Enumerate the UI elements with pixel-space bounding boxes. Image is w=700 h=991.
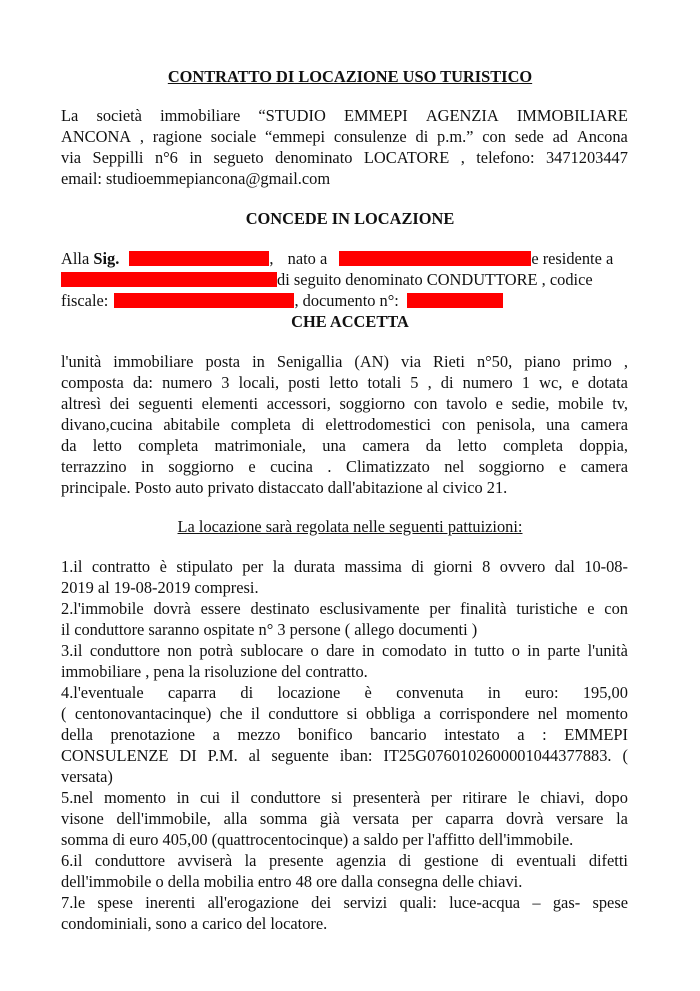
documento-label: , documento n°: xyxy=(294,291,399,310)
word: 7.le xyxy=(61,893,86,912)
word: prenotazione xyxy=(110,725,196,744)
word: primo xyxy=(572,352,612,371)
clause-2-line-1 xyxy=(61,599,628,619)
word: soggiorno xyxy=(339,394,406,413)
clause-4-line-5: versata) xyxy=(61,767,113,786)
word: iban: xyxy=(339,746,373,765)
word: completa xyxy=(138,436,199,455)
word: , xyxy=(427,373,432,392)
word: , xyxy=(460,148,465,167)
word: altresì xyxy=(61,394,102,413)
word: versare xyxy=(556,809,604,828)
word: il xyxy=(230,788,240,807)
word: sublocare xyxy=(240,641,304,660)
clause-2-line-2: il conduttore saranno ospitate n° 3 persone ( allego documenti ) xyxy=(61,620,478,639)
word: penisola, xyxy=(476,415,536,434)
word: e xyxy=(587,599,595,618)
word: 3.il xyxy=(61,641,83,660)
word: con xyxy=(482,127,506,146)
word: da: xyxy=(132,373,153,392)
word: per xyxy=(429,599,451,618)
word: corrispondere xyxy=(439,704,530,723)
intro-line-3 xyxy=(61,148,628,168)
nato-label: nato a xyxy=(287,249,328,268)
word: caparra xyxy=(445,809,494,828)
word: che xyxy=(219,704,243,723)
word: per xyxy=(411,809,433,828)
word: con xyxy=(413,394,438,413)
word: camera xyxy=(362,436,410,455)
word: “emmepi xyxy=(265,127,326,146)
word: divano,cucina xyxy=(61,415,153,434)
word: somma xyxy=(259,809,308,828)
clause-4-line-3 xyxy=(61,725,628,745)
word: agenzia xyxy=(336,851,387,870)
word: via xyxy=(401,352,422,371)
word: e xyxy=(248,457,256,476)
word: “STUDIO xyxy=(258,106,326,125)
word: per xyxy=(242,557,264,576)
word: con xyxy=(441,415,466,434)
word: presenterà xyxy=(352,788,421,807)
word: finalità xyxy=(460,599,507,618)
word: 1 xyxy=(521,373,531,392)
word: è xyxy=(159,557,167,576)
word: composta xyxy=(61,373,124,392)
alla-label: Alla xyxy=(61,249,94,268)
word: seguenti xyxy=(138,394,193,413)
clause-1-line-2: 2019 al 19-08-2019 compresi. xyxy=(61,578,259,597)
word: immobiliare xyxy=(113,352,194,371)
pattuizioni-heading: La locazione sarà regolata nelle seguenti pattuizioni: xyxy=(177,517,523,536)
word: in xyxy=(176,788,190,807)
word: dotata xyxy=(587,373,628,392)
word: l'unità xyxy=(61,352,102,371)
word: mezzo xyxy=(237,725,281,744)
word: terrazzino xyxy=(61,457,127,476)
word: 5 xyxy=(410,373,419,392)
word: matrimoniale, xyxy=(214,436,306,455)
word: wc, xyxy=(539,373,563,392)
word: di xyxy=(490,851,504,870)
intro-line-2 xyxy=(61,127,628,147)
word: convenuta xyxy=(396,683,464,702)
word: bonifico xyxy=(297,725,353,744)
word: tv, xyxy=(612,394,628,413)
word: potrà xyxy=(199,641,233,660)
redacted-fiscal-code xyxy=(114,293,294,308)
word: gestione xyxy=(423,851,479,870)
clause-4-line-1 xyxy=(61,683,628,703)
residente-label: e residente a xyxy=(531,249,614,268)
word: ad xyxy=(552,127,569,146)
word: elettrodomestici xyxy=(325,415,431,434)
word: società xyxy=(96,106,142,125)
word: spese xyxy=(97,893,133,912)
word: accessori, xyxy=(266,394,331,413)
word: di xyxy=(411,557,425,576)
word: telefono: xyxy=(476,148,535,167)
clause-7-line-2: condominiali, sono a carico del locatore. xyxy=(61,914,328,933)
word: al xyxy=(248,746,261,765)
redacted-name xyxy=(129,251,269,266)
word: di xyxy=(398,851,412,870)
word: caparra xyxy=(167,683,217,702)
word: CONSULENZE xyxy=(61,746,169,765)
word: a xyxy=(423,704,431,723)
word: centonovantacinque) xyxy=(74,704,212,723)
word: posti xyxy=(288,373,321,392)
word: completa xyxy=(502,436,564,455)
word: sede xyxy=(514,127,544,146)
word: cucina xyxy=(270,457,313,476)
word: luce-acqua xyxy=(449,893,521,912)
word: tavolo xyxy=(446,394,488,413)
word: EMMEPI xyxy=(564,725,628,744)
word: numero xyxy=(462,373,513,392)
word: conduttore xyxy=(89,641,160,660)
clause-4-line-4 xyxy=(61,746,628,766)
word: conduttore xyxy=(268,704,339,723)
word: ritirare xyxy=(462,788,508,807)
word: con xyxy=(604,599,628,618)
word: nel xyxy=(444,457,465,476)
word: della xyxy=(61,725,93,744)
word: da xyxy=(61,436,77,455)
word: bancario xyxy=(370,725,427,744)
word: IT25G0760102600001044377883. xyxy=(383,746,612,765)
word: dei xyxy=(109,394,130,413)
word: totali xyxy=(367,373,402,392)
clause-1-line-1 xyxy=(61,557,628,577)
word: Climatizzato xyxy=(346,457,430,476)
word: euro: xyxy=(524,683,559,702)
word: soggiorno xyxy=(168,457,234,476)
word: la xyxy=(244,851,257,870)
word: una xyxy=(322,436,346,455)
word: non xyxy=(167,641,192,660)
word: di xyxy=(240,683,254,702)
word: dei xyxy=(311,893,332,912)
word: numero xyxy=(162,373,213,392)
word: o xyxy=(511,641,520,660)
word: 6.il xyxy=(61,851,83,870)
word: sociale xyxy=(210,127,257,146)
clause-4-line-2 xyxy=(61,704,628,724)
word: via xyxy=(61,148,82,167)
description-line-3 xyxy=(61,394,628,414)
word: n°6 xyxy=(154,148,178,167)
word: è xyxy=(364,683,372,702)
word: dovrà xyxy=(153,599,191,618)
word: versata xyxy=(352,809,400,828)
word: letto xyxy=(329,373,359,392)
word: il xyxy=(250,704,260,723)
word: camera xyxy=(580,457,628,476)
party-line-2 xyxy=(61,270,593,290)
document-title: CONTRATTO DI LOCAZIONE USO TURISTICO xyxy=(167,67,533,86)
word: la xyxy=(616,809,628,828)
clause-6-line-1 xyxy=(61,851,628,871)
word: IMMOBILIARE xyxy=(516,106,628,125)
word: piano xyxy=(524,352,561,371)
word: . xyxy=(327,457,332,476)
description-line-4 xyxy=(61,415,628,435)
word: si xyxy=(331,788,343,807)
clause-7-line-1 xyxy=(61,893,628,913)
intro-line-4: email: studioemmepiancona@gmail.com xyxy=(61,169,331,188)
word: camera xyxy=(580,415,628,434)
word: ( xyxy=(61,704,67,723)
word: in xyxy=(361,641,375,660)
word: 4.l'eventuale xyxy=(61,683,144,702)
word: segueto xyxy=(213,148,264,167)
word: abitabile xyxy=(163,415,220,434)
clause-3-line-2: immobiliare , pena la risoluzione del contratto. xyxy=(61,662,368,681)
word: 3471203447 xyxy=(545,148,628,167)
description-line-2 xyxy=(61,373,628,393)
word: Rieti xyxy=(433,352,465,371)
word: a xyxy=(212,725,220,744)
word: La xyxy=(61,106,79,125)
word: all'erogazione xyxy=(207,893,299,912)
word: comodato xyxy=(382,641,447,660)
word: ANCONA xyxy=(61,127,132,146)
word: spese xyxy=(592,893,628,912)
word: in xyxy=(487,683,501,702)
word: da xyxy=(425,436,442,455)
word: contratto xyxy=(91,557,151,576)
word: intestato xyxy=(444,725,500,744)
word: n°50, xyxy=(476,352,513,371)
word: completa xyxy=(230,415,291,434)
word: le xyxy=(517,788,530,807)
redacted-birthplace xyxy=(339,251,531,266)
word: momento xyxy=(566,704,628,723)
word: Senigallia xyxy=(276,352,343,371)
word: presente xyxy=(268,851,324,870)
intro-line-1 xyxy=(61,106,628,126)
redacted-document-number xyxy=(407,293,503,308)
word: : xyxy=(542,725,547,744)
word: l'unità xyxy=(587,641,628,660)
word: massima xyxy=(344,557,402,576)
word: seguente xyxy=(271,746,329,765)
seguito-label: di seguito denominato CONDUTTORE , codice xyxy=(277,270,593,289)
word: LOCATORE xyxy=(363,148,450,167)
word: avviserà xyxy=(177,851,233,870)
word: dopo xyxy=(595,788,628,807)
word: DI xyxy=(179,746,197,765)
word: giorni xyxy=(433,557,473,576)
word: EMMEPI xyxy=(343,106,408,125)
word: a xyxy=(517,725,525,744)
word: conduttore xyxy=(250,788,321,807)
word: immobiliare xyxy=(160,106,241,125)
word: in xyxy=(189,148,203,167)
word: durata xyxy=(294,557,335,576)
description-line-7: principale. Posto auto privato distaccato dall'abitazione al civico 21. xyxy=(61,478,508,497)
word: 5.nel xyxy=(61,788,94,807)
word: sedie, xyxy=(511,394,550,413)
word: e xyxy=(571,373,579,392)
word: 1.il xyxy=(61,557,83,576)
word: , xyxy=(139,127,145,146)
word: mobile xyxy=(558,394,604,413)
word: esclusivamente xyxy=(319,599,420,618)
word: soggiorno xyxy=(478,457,545,476)
word: turistiche xyxy=(516,599,578,618)
word: locazione xyxy=(277,683,341,702)
word: essere xyxy=(200,599,241,618)
word: si xyxy=(346,704,358,723)
word: posta xyxy=(205,352,241,371)
word: P.M. xyxy=(207,746,238,765)
word: cui xyxy=(200,788,221,807)
word: di xyxy=(301,415,315,434)
word: quali: xyxy=(399,893,437,912)
comma-label: , xyxy=(269,249,274,268)
word: ( xyxy=(622,746,628,765)
word: in xyxy=(527,641,541,660)
word: conduttore xyxy=(94,851,165,870)
clause-5-line-1 xyxy=(61,788,628,808)
word: gas- xyxy=(552,893,581,912)
word: – xyxy=(532,893,541,912)
word: letto xyxy=(92,436,122,455)
word: 3 xyxy=(221,373,230,392)
clause-5-line-2 xyxy=(61,809,628,829)
word: ovvero xyxy=(499,557,546,576)
word: dell'immobile, xyxy=(116,809,211,828)
description-line-1 xyxy=(61,352,628,372)
word: ragione xyxy=(152,127,202,146)
concede-heading: CONCEDE IN LOCAZIONE xyxy=(245,209,455,228)
word: stipulato xyxy=(176,557,233,576)
word: in xyxy=(141,457,154,476)
word: di xyxy=(440,373,454,392)
description-line-6 xyxy=(61,457,628,477)
word: per xyxy=(430,788,452,807)
word: 2.l'immobile xyxy=(61,599,144,618)
word: una xyxy=(546,415,570,434)
word: servizi xyxy=(343,893,388,912)
word: difetti xyxy=(588,851,628,870)
description-line-5 xyxy=(61,436,628,456)
word: inerenti xyxy=(145,893,196,912)
word: 10-08- xyxy=(584,557,628,576)
word: letto xyxy=(457,436,487,455)
word: doppia, xyxy=(579,436,628,455)
word: chiavi, xyxy=(540,788,585,807)
clause-6-line-2: dell'immobile o della mobilia entro 48 ore dalla consegna delle chiavi. xyxy=(61,872,523,891)
word: di xyxy=(415,127,429,146)
word: , xyxy=(623,352,628,371)
word: elementi xyxy=(201,394,259,413)
word: AGENZIA xyxy=(425,106,499,125)
word: Ancona xyxy=(576,127,628,146)
word: destinato xyxy=(250,599,310,618)
word: in xyxy=(454,641,467,660)
word: 195,00 xyxy=(582,683,628,702)
word: Seppilli xyxy=(92,148,144,167)
clause-3-line-1 xyxy=(61,641,628,661)
word: in xyxy=(252,352,265,371)
word: e xyxy=(495,394,503,413)
word: eventuali xyxy=(516,851,577,870)
word: parte xyxy=(547,641,581,660)
word: o xyxy=(310,641,319,660)
word: (AN) xyxy=(354,352,389,371)
party-line-3 xyxy=(61,291,503,311)
word: momento xyxy=(104,788,166,807)
redacted-residence xyxy=(61,272,277,287)
clause-5-line-3: somma di euro 405,00 (quattrocentocinque) a saldo per l'affitto dell'immobile. xyxy=(61,830,574,849)
word: dal xyxy=(554,557,575,576)
word: consulenze xyxy=(333,127,407,146)
word: alla xyxy=(223,809,248,828)
word: già xyxy=(319,809,340,828)
word: dovrà xyxy=(506,809,544,828)
sig-label: Sig. xyxy=(93,249,120,268)
word: nel xyxy=(537,704,558,723)
accetta-heading: CHE ACCETTA xyxy=(291,312,409,331)
word: e xyxy=(558,457,567,476)
word: p.m.” xyxy=(437,127,474,146)
party-line-1 xyxy=(61,249,628,269)
word: dare xyxy=(326,641,355,660)
word: la xyxy=(272,557,285,576)
word: 8 xyxy=(482,557,491,576)
word: visone xyxy=(61,809,104,828)
word: tutto xyxy=(474,641,505,660)
word: denominato xyxy=(275,148,353,167)
fiscale-label: fiscale: xyxy=(61,291,109,310)
word: obbliga xyxy=(366,704,416,723)
word: locali, xyxy=(238,373,280,392)
